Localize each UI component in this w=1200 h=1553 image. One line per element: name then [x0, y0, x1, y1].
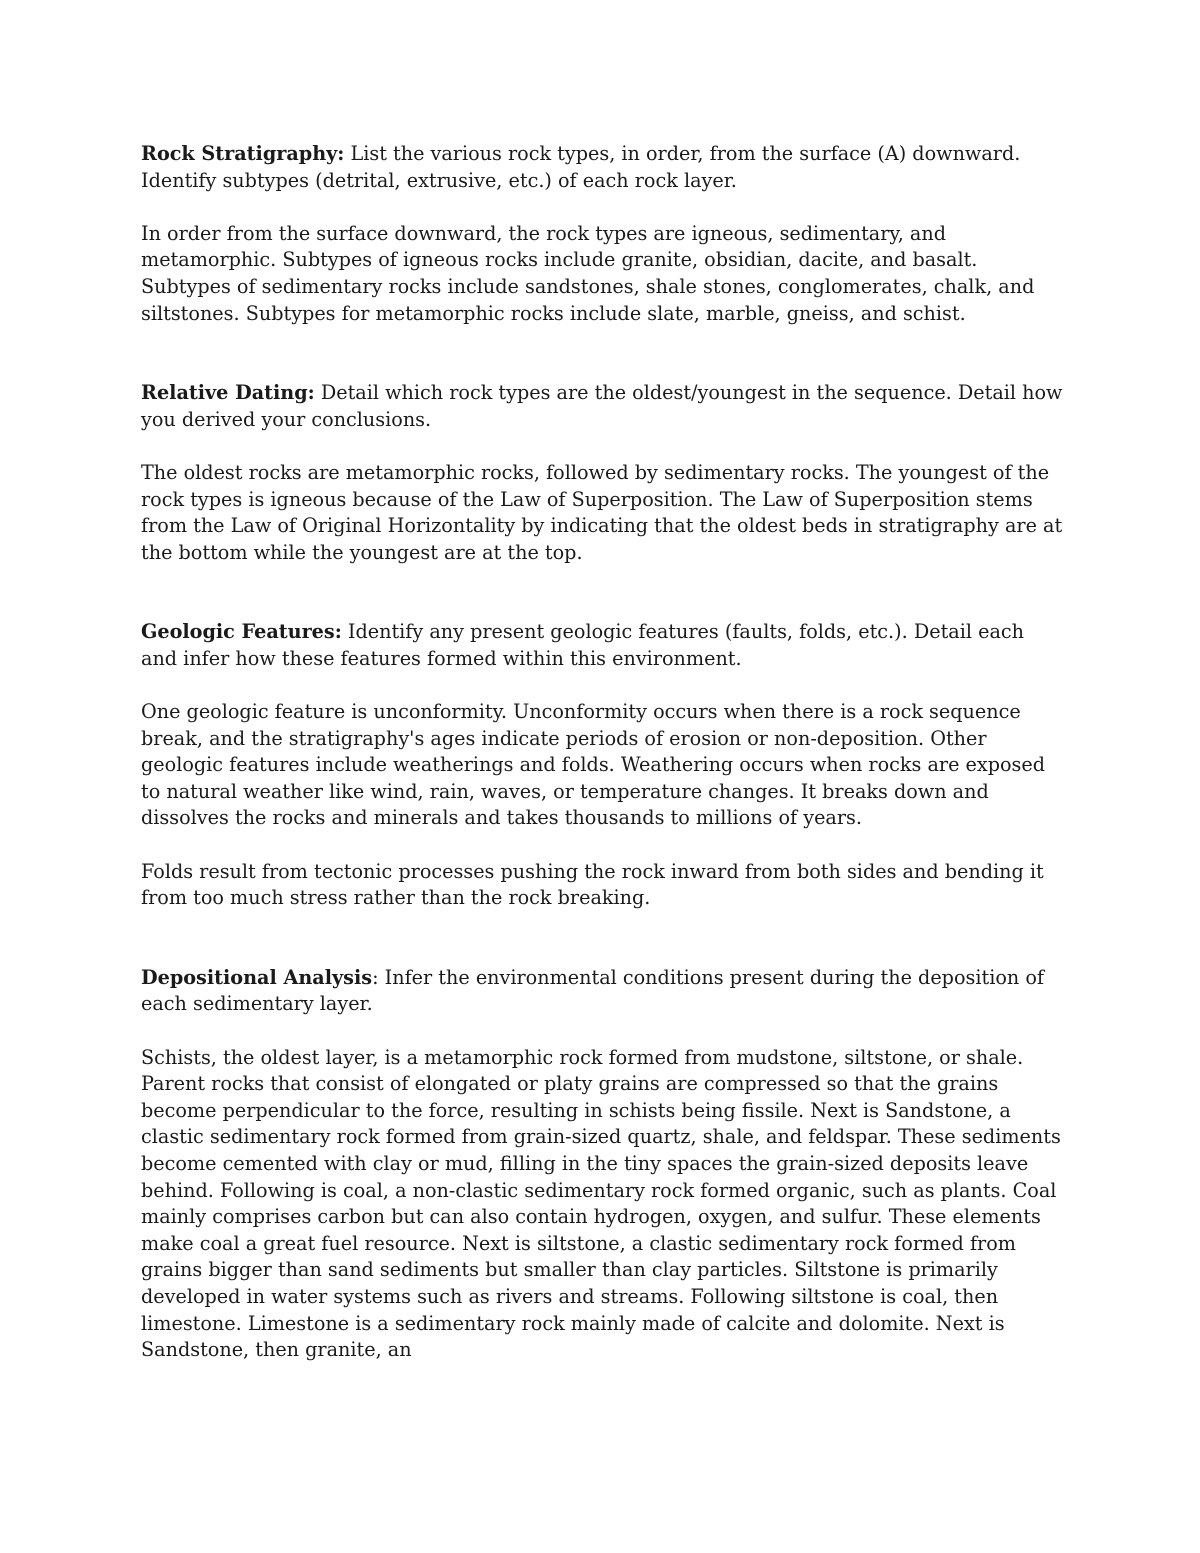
answer-paragraph: In order from the surface downward, the rock types are igneous, sedimentary, and metamorphic. Subtypes of igneous rocks include granite, obsidian, dacite, and basalt. Subtypes of sedimentary rocks include sandstones, shale stones, conglomerates, chalk, and siltstones. Subtypes for metamorphic rocks include slate, marble, gneiss, and schist. [141, 221, 1035, 325]
section-geologic-features [141, 619, 1066, 912]
section-relative-dating [141, 380, 1066, 566]
section-depositional-analysis [141, 965, 1066, 1364]
section-prompt [141, 619, 1066, 672]
prompt-text: Identify any present geologic features (faults, folds, etc.). Detail each and infer how these features formed within this environment. [141, 620, 1024, 670]
section-prompt [141, 141, 1066, 194]
section-rock-stratigraphy [141, 141, 1066, 327]
prompt-text: Detail which rock types are the oldest/youngest in the sequence. Detail how you derived your conclusions. [141, 381, 1063, 431]
answer-paragraph: Folds result from tectonic processes pushing the rock inward from both sides and bending it from too much stress rather than the rock breaking. [141, 859, 1044, 910]
section-heading: Depositional Analysis [141, 965, 373, 989]
section-heading: Geologic Features: [141, 620, 342, 644]
section-prompt [141, 380, 1066, 433]
section-prompt [141, 965, 1066, 1018]
answer-paragraph: One geologic feature is unconformity. Unconformity occurs when there is a rock sequence break, and the stratigraphy's ages indicate periods of erosion or non-deposition. Other geologic features include weatherings and folds. Weathering occurs when rocks are exposed to natural weather like wind, rain, waves, or temperature changes. It breaks down and dissolves the rocks and minerals and takes thousands to millions of years. [141, 700, 1046, 830]
answer-paragraph: Schists, the oldest layer, is a metamorphic rock formed from mudstone, siltstone, or shale. Parent rocks that consist of elongated or platy grains are compressed so that the grains become perpendicular to the force, resulting in schists being fissile. Next is Sandstone, a clastic sedimentary rock formed from grain-sized quartz, shale, and feldspar. These sediments become cemented with clay or mud, filling in the tiny spaces the grain-sized deposits leave behind. Following is coal, a non-clastic sedimentary rock formed organic, such as plants. Coal mainly comprises carbon but can also contain hydrogen, oxygen, and sulfur. These elements make coal a great fuel resource. Next is siltstone, a clastic sedimentary rock formed from grains bigger than sand sediments but smaller than clay particles. Siltstone is primarily developed in water systems such as rivers and streams. Following siltstone is coal, then limestone. Limestone is a sedimentary rock mainly made of calcite and dolomite. Next is Sandstone, then granite, an [141, 1045, 1061, 1362]
prompt-text: List the various rock types, in order, from the surface (A) downward. Identify subtypes (detrital, extrusive, etc.) of each rock layer. [141, 142, 1021, 192]
prompt-text: : Infer the environmental conditions present during the deposition of each sedimentary layer. [141, 965, 1045, 1016]
answer-paragraph: The oldest rocks are metamorphic rocks, followed by sedimentary rocks. The youngest of the rock types is igneous because of the Law of Superposition. The Law of Superposition stems from the Law of Original Horizontality by indicating that the oldest beds in stratigraphy are at the bottom while the youngest are at the top. [141, 460, 1063, 564]
section-heading: Relative Dating: [141, 381, 315, 405]
document-page [141, 141, 1066, 1364]
section-heading: Rock Stratigraphy: [141, 142, 345, 165]
